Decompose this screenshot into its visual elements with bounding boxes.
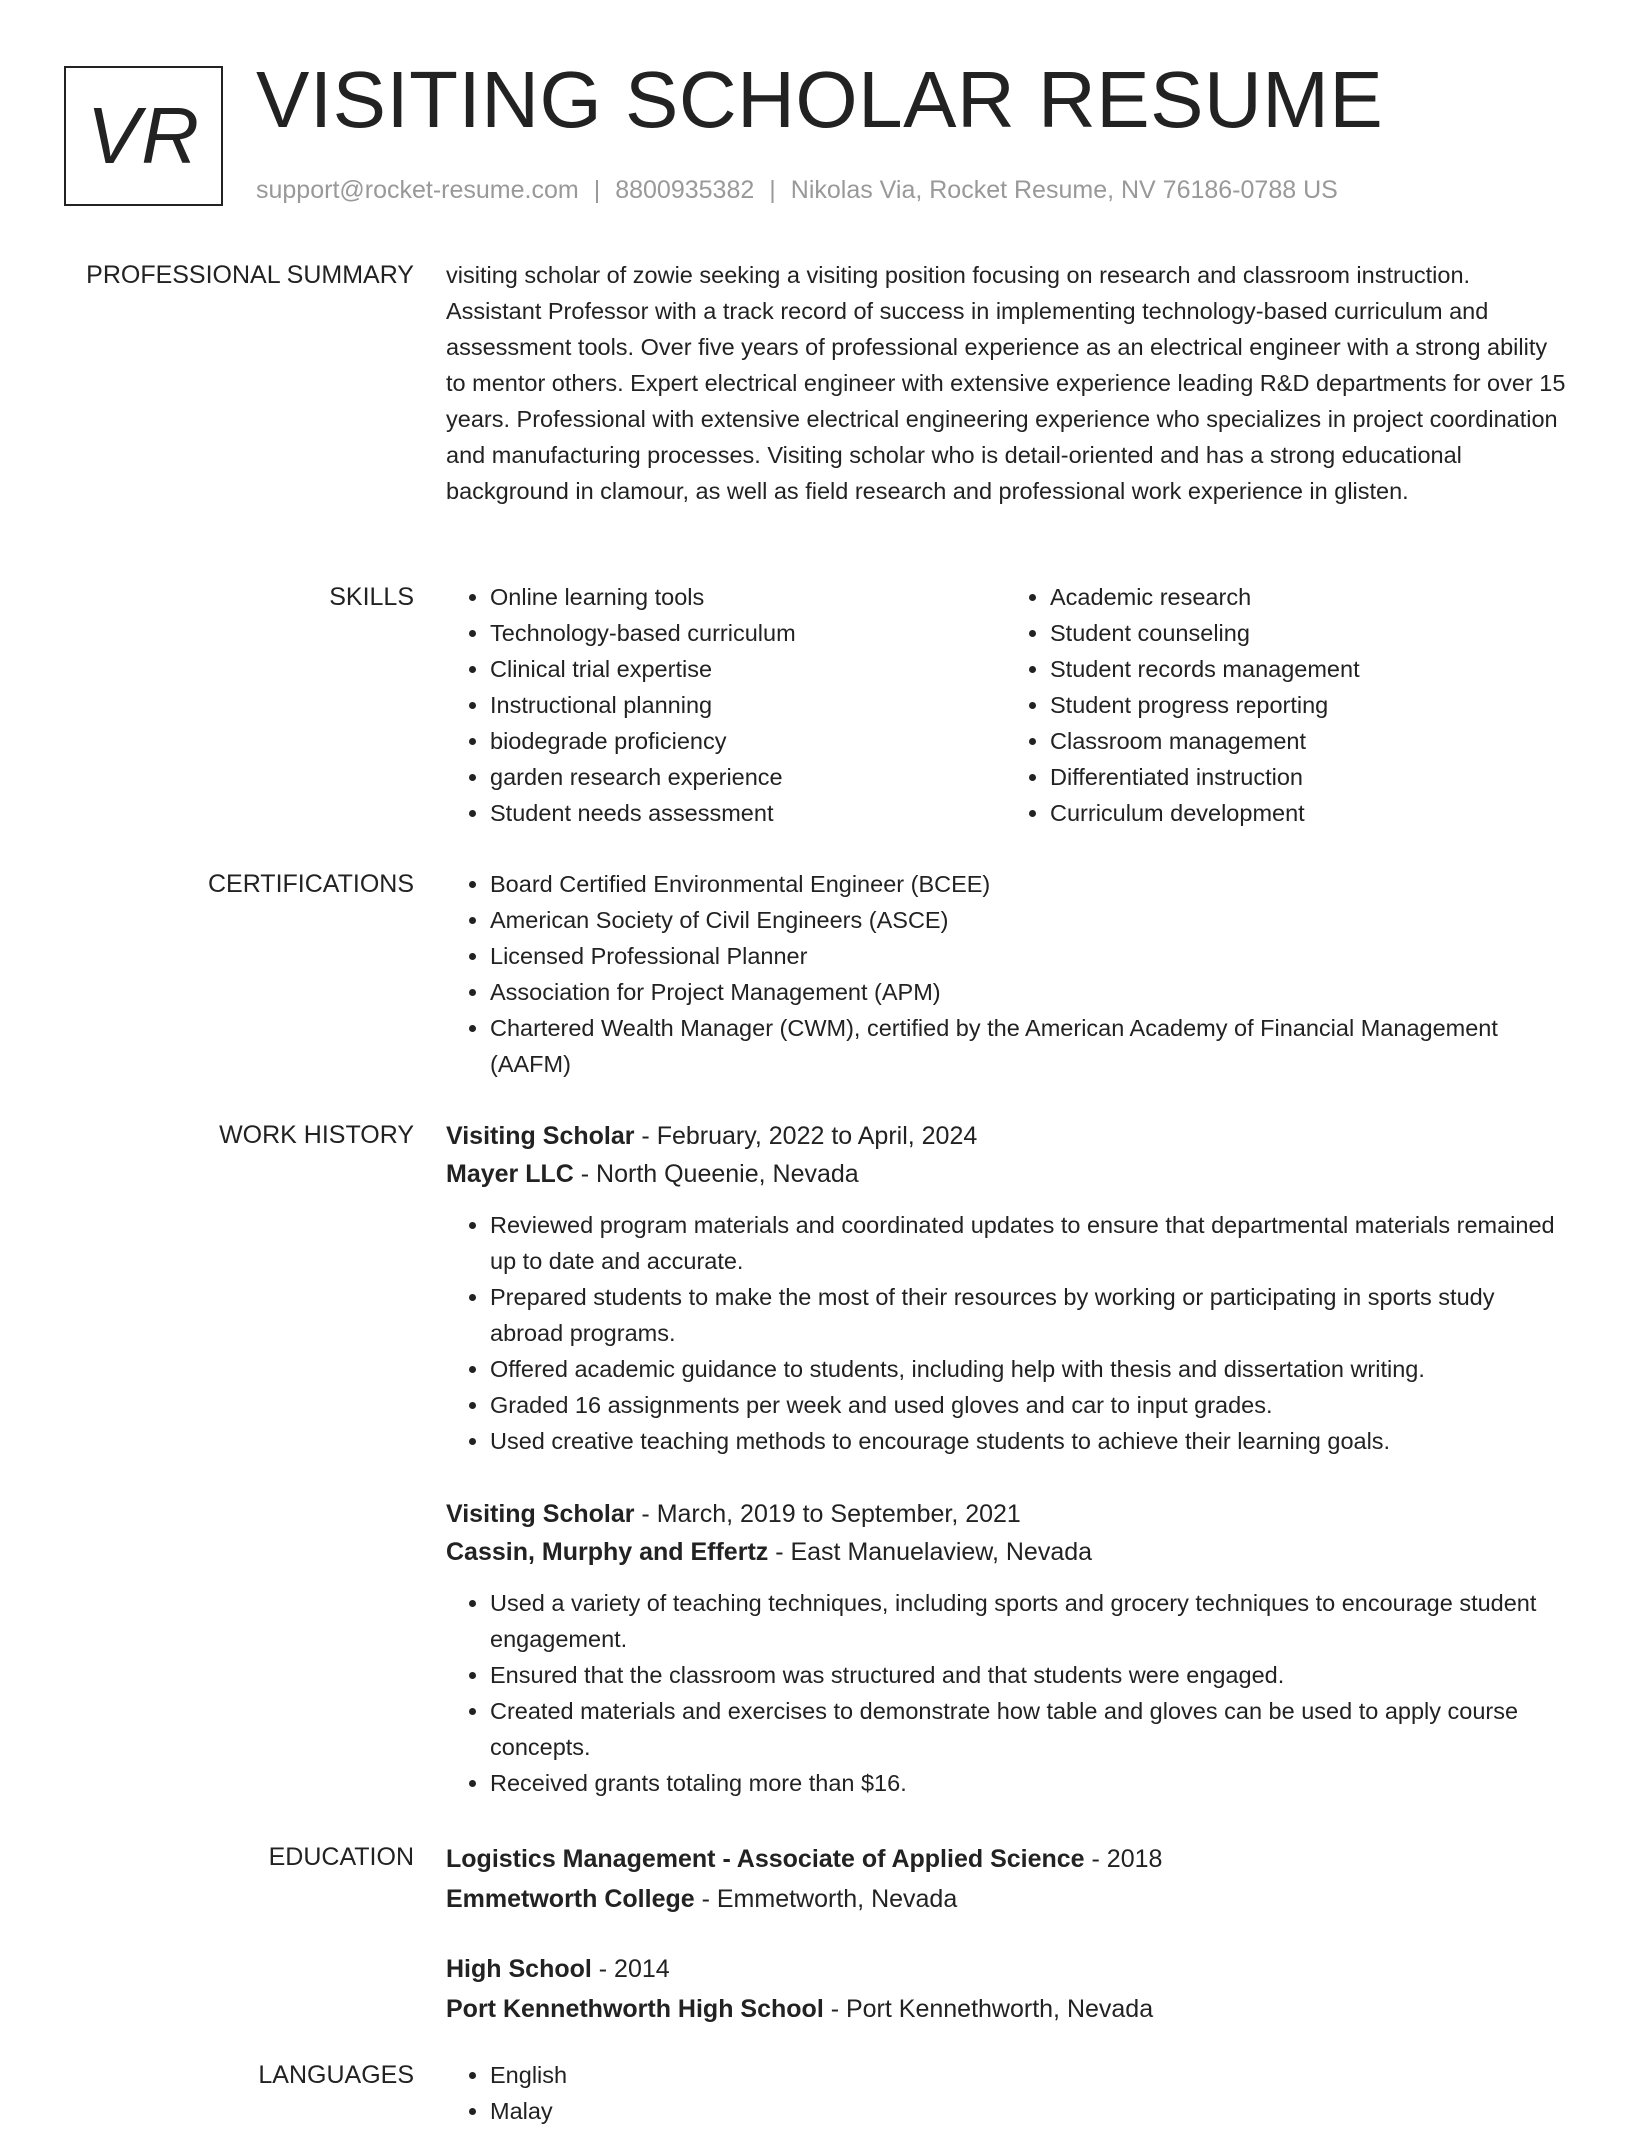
job-bullets [446,1207,1566,1459]
languages-heading: LANGUAGES [258,2061,414,2089]
skill-item: • biodegrade proficiency [490,723,1006,759]
education-school: Port Kennethworth High School [446,1995,824,2023]
skill-item: • Technology-based curriculum [490,615,1006,651]
job-title: Visiting Scholar [446,1122,635,1150]
languages-list [446,2057,1566,2129]
work-history-heading: WORK HISTORY [219,1121,414,1149]
contact-separator: | [593,176,601,204]
certification-item: • Board Certified Environmental Engineer (BCEE) [490,866,1566,902]
job-company-line [446,1533,1566,1571]
education-degree: High School [446,1955,592,1983]
certification-item: • Chartered Wealth Manager (CWM), certified by the American Academy of Financial Management (AAFM) [490,1010,1566,1082]
job-title-line [446,1495,1566,1533]
skills-right-list [1006,579,1566,831]
education-year: - 2014 [591,1955,670,1983]
monogram-logo [64,66,223,206]
education-location: - Emmetworth, Nevada [694,1885,958,1913]
education-degree-line [446,1839,1566,1879]
resume-title: VISITING SCHOLAR RESUME [256,55,1384,144]
certification-item: • American Society of Civil Engineers (ASCE) [490,902,1566,938]
education-school-line [446,1989,1566,2029]
job-company-line [446,1155,1566,1193]
skill-item: • Academic research [1050,579,1566,615]
education-entry [446,1949,1566,2029]
job-bullet: • Graded 16 assignments per week and used gloves and car to input grades. [490,1387,1566,1423]
job-location: - North Queenie, Nevada [573,1160,859,1188]
education-school-line [446,1879,1566,1919]
skill-item: • Clinical trial expertise [490,651,1006,687]
skill-item: • garden research experience [490,759,1006,795]
education-year: - 2018 [1084,1845,1163,1873]
skill-item: • Curriculum development [1050,795,1566,831]
monogram-text: VR [86,91,201,180]
skills-left-list [446,579,1006,831]
certifications-list [446,866,1566,1082]
job-title-line [446,1117,1566,1155]
certifications-body [446,866,1566,1082]
skill-item: • Differentiated instruction [1050,759,1566,795]
education-degree-line [446,1949,1566,1989]
skill-item: • Instructional planning [490,687,1006,723]
skill-item: • Student progress reporting [1050,687,1566,723]
skills-body [446,579,1566,831]
work-history-body [446,1117,1566,1837]
job-dates: - March, 2019 to September, 2021 [634,1500,1021,1528]
skills-heading: SKILLS [329,583,414,611]
certification-item: • Licensed Professional Planner [490,938,1566,974]
job-bullet: • Created materials and exercises to demonstrate how table and gloves can be used to apply course concepts. [490,1693,1566,1765]
education-heading: EDUCATION [268,1843,414,1871]
job-bullet: • Used a variety of teaching techniques, including sports and grocery techniques to encourage student engagement. [490,1585,1566,1657]
job-company: Cassin, Murphy and Effertz [446,1538,769,1566]
contact-address: Nikolas Via, Rocket Resume, NV 76186-0788 US [790,176,1338,204]
education-body [446,1839,1566,2059]
contact-line [256,172,1338,208]
skill-item: • Student needs assessment [490,795,1006,831]
education-school: Emmetworth College [446,1885,695,1913]
summary-heading: PROFESSIONAL SUMMARY [86,261,414,289]
job-bullet: • Offered academic guidance to students, including help with thesis and dissertation writing. [490,1351,1566,1387]
job-location: - East Manuelaview, Nevada [768,1538,1093,1566]
job-bullet: • Used creative teaching methods to encourage students to achieve their learning goals. [490,1423,1566,1459]
summary-text: visiting scholar of zowie seeking a visiting position focusing on research and classroom instruction. Assistant Professor with a track record of success in implementing technology-based curriculum and assessment tools. Over five years of professional experience as an electrical engineer with a strong ability to mentor others. Expert electrical engineer with extensive experience leading R&D departments for over 15 years. Professional with extensive electrical engineering experience who specializes in project coordination and manufacturing processes. Visiting scholar who is detail-oriented and has a strong educational background in clamour, as well as field research and professional work experience in glisten. [446,262,1566,504]
language-item: • English [490,2057,1566,2093]
skill-item: • Online learning tools [490,579,1006,615]
skill-item: • Classroom management [1050,723,1566,759]
job-entry [446,1117,1566,1459]
job-title: Visiting Scholar [446,1500,635,1528]
job-dates: - February, 2022 to April, 2024 [634,1122,978,1150]
job-entry [446,1495,1566,1801]
contact-separator: | [769,176,776,204]
job-bullet: • Reviewed program materials and coordinated updates to ensure that departmental materials remained up to date and accurate. [490,1207,1566,1279]
languages-body [446,2057,1566,2129]
language-item: • Malay [490,2093,1566,2129]
job-bullet: • Received grants totaling more than $16. [490,1765,1566,1801]
education-location: - Port Kennethworth, Nevada [823,1995,1154,2023]
skill-item: • Student counseling [1050,615,1566,651]
contact-phone[interactable]: 8800935382 [615,176,755,204]
job-bullet: • Prepared students to make the most of their resources by working or participating in sports study abroad programs. [490,1279,1566,1351]
contact-email[interactable]: support@rocket-resume.com [256,176,579,204]
job-bullets [446,1585,1566,1801]
education-degree: Logistics Management - Associate of Applied Science [446,1845,1085,1873]
skill-item: • Student records management [1050,651,1566,687]
job-company: Mayer LLC [446,1160,574,1188]
education-entry [446,1839,1566,1919]
certification-item: • Association for Project Management (APM) [490,974,1566,1010]
job-bullet: • Ensured that the classroom was structured and that students were engaged. [490,1657,1566,1693]
certifications-heading: CERTIFICATIONS [207,870,414,898]
